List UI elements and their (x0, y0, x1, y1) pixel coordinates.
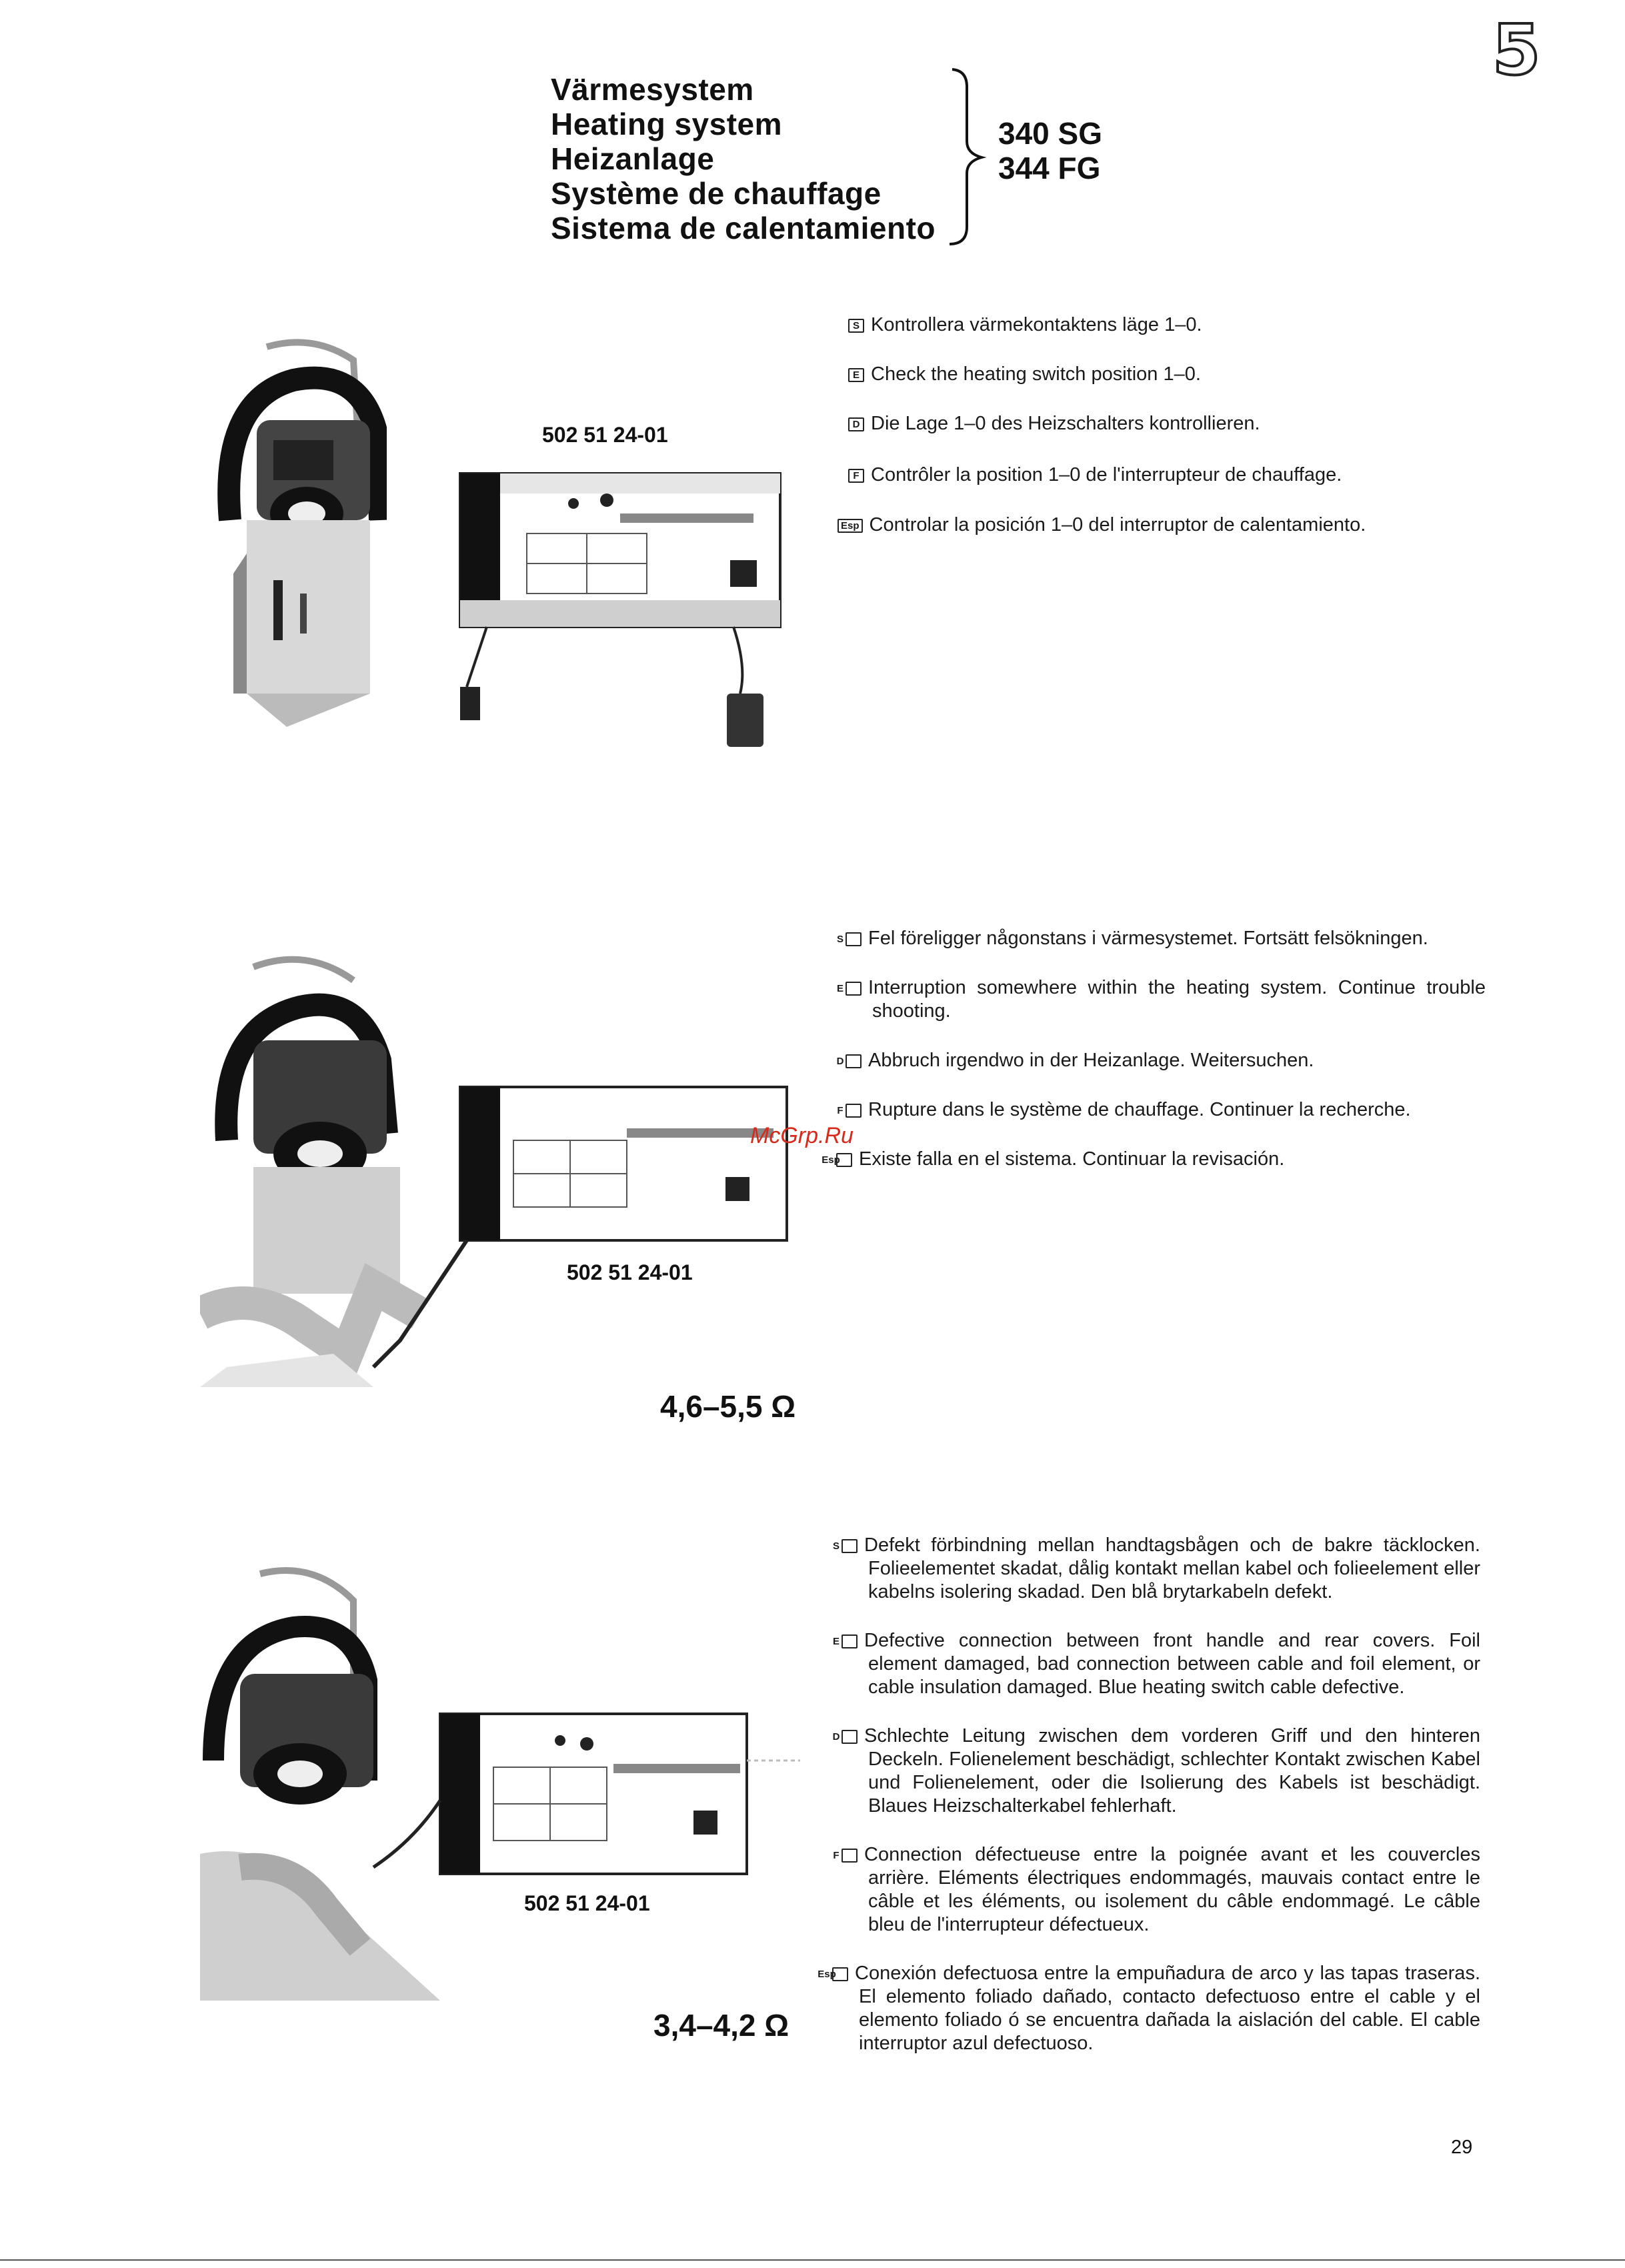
instruction-text: Abbruch irgendwo in der Heizanlage. Weitersuchen. (868, 1050, 1314, 1071)
lang-badge-e: E (842, 1634, 858, 1648)
title-swedish: Värmesystem (551, 72, 754, 107)
chainsaw-tester-photo-3 (200, 1560, 800, 2001)
instruction-english (848, 363, 1488, 386)
lang-badge-f: F (848, 469, 864, 483)
part-number-1: 502 51 24-01 (542, 423, 668, 447)
chapter-number: 5 (1492, 9, 1541, 91)
lang-badge-f: F (842, 1849, 858, 1863)
lang-badge-s: S (842, 1539, 858, 1553)
lang-badge-s: S (846, 932, 862, 946)
model-340sg: 340 SG (998, 116, 1102, 151)
instruction-french (837, 1098, 1486, 1122)
page-number: 29 (1451, 2137, 1473, 2158)
title-french: Système de chauffage (551, 176, 882, 211)
part-number-3: 502 51 24-01 (524, 1891, 650, 1915)
instruction-spanish (838, 513, 1488, 537)
instruction-german (836, 1049, 1486, 1072)
lang-badge-f: F (846, 1104, 862, 1118)
instruction-text: Defective connection between front handle and rear covers. Foil element damaged, bad connection between cable and foil element, or cable insulation damaged. Blue heating switch cable defective. (864, 1630, 1480, 1698)
instruction-french (833, 1843, 1480, 1937)
instruction-text: Existe falla en el sistema. Continuar la revisación. (859, 1148, 1285, 1170)
instructions-section-1 (841, 313, 1488, 537)
lang-badge-d: D (848, 417, 864, 431)
chainsaw-photo-1 (193, 320, 387, 740)
instruction-text: Rupture dans le système de chauffage. Continuer la recherche. (868, 1099, 1411, 1120)
instructions-section-2 (822, 927, 1486, 1171)
instruction-text: Conexión defectuosa entre la empuñadura de arco y las tapas traseras. El elemento foliado dañado, contacto defectuoso entre el cable y el elemento foliado ó se encuentra dañada la aislación del cable. El cable interruptor azul defectuoso. (855, 1963, 1480, 2054)
lang-badge-d: D (842, 1730, 858, 1744)
instructions-section-3 (818, 1534, 1480, 2055)
lang-badge-esp: Esp (838, 519, 863, 533)
watermark: McGrp.Ru (750, 1123, 854, 1148)
instruction-spanish (822, 1148, 1486, 1171)
instruction-german (832, 1725, 1480, 1818)
instruction-french (848, 463, 1488, 487)
instruction-swedish (832, 1534, 1480, 1604)
title-english: Heating system (551, 107, 783, 141)
instruction-english (836, 976, 1486, 1023)
lang-badge-d: D (846, 1054, 862, 1068)
lang-badge-e: E (848, 368, 864, 382)
title-german: Heizanlage (551, 141, 715, 176)
resistance-value-2: 4,6–5,5 Ω (660, 1389, 796, 1424)
instruction-text: Contrôler la position 1–0 de l'interrupteur de chauffage. (871, 464, 1342, 485)
instruction-text: Interruption somewhere within the heating system. Continue trouble shooting. (868, 977, 1486, 1022)
title-spanish: Sistema de calentamiento (551, 211, 936, 245)
instruction-text: Kontrollera värmekontaktens läge 1–0. (871, 314, 1202, 335)
instruction-text: Fel föreligger någonstans i värmesystemet. Fortsätt felsökningen. (868, 928, 1428, 949)
instruction-swedish (836, 927, 1486, 950)
chainsaw-tester-photo-2 (200, 940, 800, 1387)
lang-badge-e: E (846, 982, 862, 996)
instruction-text: Schlechte Leitung zwischen dem vorderen Griff und den hinteren Deckeln. Folienelement beschädigt, schlechter Kontakt zwischen Kabel und Folienelement, oder die Isolierung des Kabels ist beschädigt. Blaues Heizschalterkabel fehlerhaft. (864, 1725, 1480, 1817)
tester-photo-1 (453, 467, 800, 754)
resistance-value-3: 3,4–4,2 Ω (653, 2008, 789, 2043)
lang-badge-esp: Esp (832, 1967, 848, 1981)
instruction-text: Defekt förbindning mellan handtagsbågen och de bakre täcklocken. Folieelementet skadat, dålig kontakt mellan kabel och folieelement eller kabelns isolering skadad. Den blå brytarkabeln defekt. (864, 1534, 1480, 1602)
instruction-german (848, 412, 1488, 435)
model-list (998, 116, 1102, 185)
instruction-spanish (818, 1962, 1480, 2055)
instruction-swedish (848, 313, 1488, 337)
model-344fg: 344 FG (998, 151, 1101, 185)
lang-badge-s: S (848, 319, 864, 333)
instruction-english (832, 1629, 1480, 1699)
brace-icon (940, 67, 987, 247)
lang-badge-esp: Esp (836, 1153, 852, 1167)
page-edge-divider (0, 2259, 1625, 2261)
instruction-text: Check the heating switch position 1–0. (871, 363, 1201, 385)
instruction-text: Connection défectueuse entre la poignée avant et les couvercles arrière. Eléments électriques endommagés, mauvais contact entre le câble et les éléments, ou isolement du câble endommagé. Le câble bleu de l'interrupteur défectueux. (864, 1844, 1480, 1935)
instruction-text: Controlar la posición 1–0 del interruptor de calentamiento. (869, 514, 1366, 535)
instruction-text: Die Lage 1–0 des Heizschalters kontrollieren. (871, 413, 1260, 434)
part-number-2: 502 51 24-01 (567, 1260, 693, 1284)
title-block (551, 72, 936, 245)
